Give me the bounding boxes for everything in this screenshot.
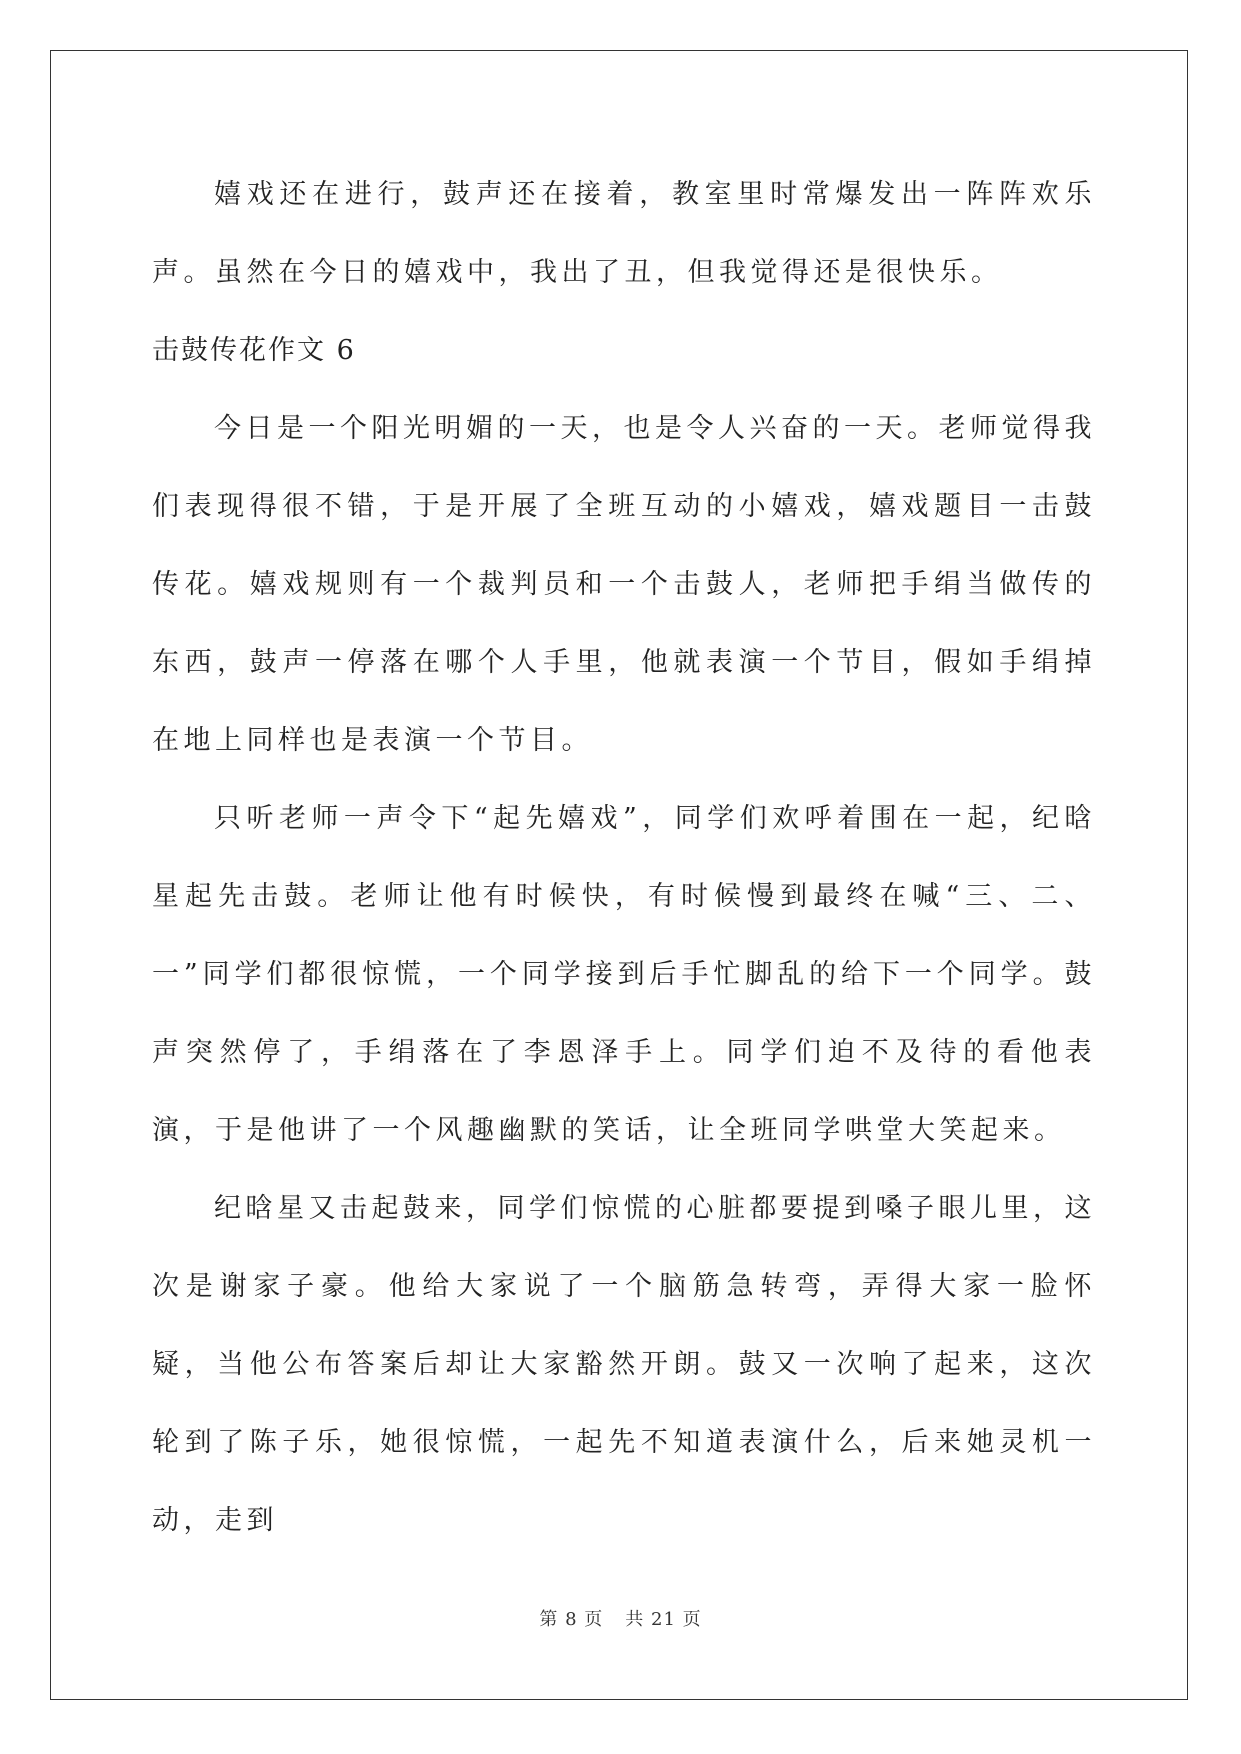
page-total: 共 21 页 — [625, 1609, 702, 1630]
paragraph-1: 今日是一个阳光明媚的一天，也是令人兴奋的一天。老师觉得我们表现得很不错，于是开展了全班互动的小嬉戏，嬉戏题目一击鼓传花。嬉戏规则有一个裁判员和一个击鼓人，老师把手绢当做传的东西，鼓声一停落在哪个人手里，他就表演一个节目，假如手绢掉在地上同样也是表演一个节目。 — [152, 413, 1096, 756]
paragraph-continuation: 嬉戏还在进行，鼓声还在接着，教室里时常爆发出一阵阵欢乐声。虽然在今日的嬉戏中，我出了丑，但我觉得还是很快乐。 — [152, 179, 1096, 288]
section-heading: 击鼓传花作文 6 — [152, 335, 356, 366]
document-body — [152, 156, 1096, 1560]
paragraph-3: 纪晗星又击起鼓来，同学们惊慌的心脏都要提到嗓子眼儿里，这次是谢家子豪。他给大家说了一个脑筋急转弯，弄得大家一脸怀疑，当他公布答案后却让大家豁然开朗。鼓又一次响了起来，这次轮到了陈子乐，她很惊慌，一起先不知道表演什么，后来她灵机一动，走到 — [152, 1193, 1096, 1536]
page-number: 第 8 页 — [539, 1609, 604, 1630]
paragraph-2: 只听老师一声令下“起先嬉戏”，同学们欢呼着围在一起，纪晗星起先击鼓。老师让他有时候快，有时候慢到最终在喊“三、二、一”同学们都很惊慌，一个同学接到后手忙脚乱的给下一个同学。鼓声突然停了，手绢落在了李恩泽手上。同学们迫不及待的看他表演，于是他讲了一个风趣幽默的笑话，让全班同学哄堂大笑起来。 — [152, 803, 1096, 1146]
page-footer — [0, 1605, 1241, 1631]
